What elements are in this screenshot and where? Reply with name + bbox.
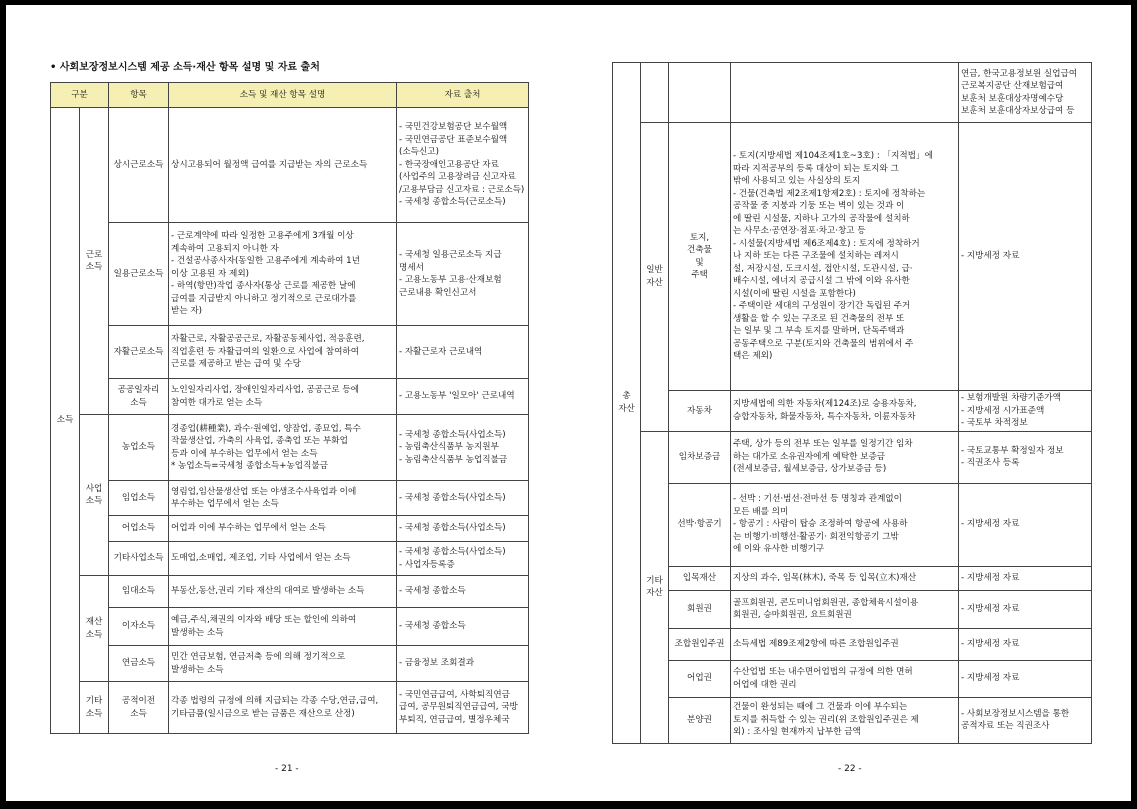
table-row-source: - 보험개발원 차량기준가액 - 지방세정 시가표준액 - 국토부 차적정보 [959,391,1092,432]
table-row-item: 농업소득 [109,415,169,481]
table-row-item: 입목재산 [669,566,731,590]
table-row-item: 연금소득 [109,646,169,682]
table-row-item: 회원권 [669,590,731,628]
table-row-item: 상시근로소득 [109,108,169,223]
page-number-left: - 21 - [275,764,299,774]
header-description: 소득 및 재산 항목 설명 [169,83,397,108]
table-row-desc: 예금,주식,채권의 이자와 배당 또는 할인에 의하여 발생하는 소득 [169,608,397,646]
table-row-desc: 각종 법령의 규정에 의해 지급되는 각종 수당,연금,급여, 기타금품(일시금으로 받는 금품은 재산으로 산정) [169,682,397,734]
general-assets-group: 일반 자산 [641,123,669,432]
table-row-item: 자동차 [669,391,731,432]
page-number-right: - 22 - [838,764,862,774]
table-row-desc: 노인일자리사업, 장애인일자리사업, 공공근로 등에 참여한 대가로 얻는 소득 [169,379,397,415]
table-row-item: 공적이전 소득 [109,682,169,734]
table-row-item: 자활근로소득 [109,326,169,379]
income-group: 소득 [51,108,80,734]
table-row-item: 임업소득 [109,481,169,516]
table-row-source: - 지방세정 자료 [959,590,1092,628]
table-row-desc: 소득세법 제89조제2항에 따른 조합원입주권 [731,628,959,660]
table-row-source: - 국토교통부 확정일자 정보 - 직권조사 등록 [959,431,1092,483]
table-row-item: 임대소득 [109,576,169,608]
income-table [50,82,529,734]
table-row-source: - 국세청 종합소득(사업소득) - 사업자등록증 [397,542,529,576]
table-row-source: - 지방세정 자료 [959,123,1092,391]
table-row-item: 일용근로소득 [109,223,169,326]
table-row-desc: 지상의 과수, 임목(林木), 죽목 등 입목(立木)재산 [731,566,959,590]
table-row-source: - 지방세정 자료 [959,660,1092,697]
table-row-desc: 상시고용되어 월정액 급여를 지급받는 자의 근로소득 [169,108,397,223]
table-row-source: - 국세청 종합소득 [397,608,529,646]
table-row-item: 공공일자리 소득 [109,379,169,415]
property-income-group: 재산 소득 [80,576,109,682]
table-row-source: - 국세청 종합소득(사업소득) - 농림축산식품부 농지원부 - 농림축산식품부 농업직불금 [397,415,529,481]
table-row-desc: - 근로계약에 따라 일정한 고용주에게 3개월 이상 계속하여 고용되지 아니한 자 - 건설공사종사자(동일한 고용주에게 계속하여 1년 이상 고용된 자 제외) - 하역(항만)작업 종사자(통상 근로를 제공한 날에 급여를 지급받지 아니하고 정기적으로 근로대가를 받는 자) [169,223,397,326]
page-title: • 사회보장정보시스템 제공 소득·재산 항목 설명 및 자료 출처 [50,62,320,73]
total-assets-group: 총 자산 [613,63,641,744]
table-row-source: - 국민건강보험공단 보수월액 - 국민연금공단 표준보수월액 (소득신고) - 한국장애인고용공단 자료 (사업주의 고용장려금 신고자료 /고용부담금 신고자료 : 근로소득) - 국세청 종합소득(근로소득) [397,108,529,223]
table-row-desc: 어업과 이에 부수하는 업무에서 얻는 소득 [169,516,397,542]
table-row-source: - 금융정보 조회결과 [397,646,529,682]
table-row-desc: 주택, 상가 등의 전부 또는 일부를 일정기간 임차 하는 대가로 소유권자에게 예탁한 보증금 (전세보증금, 월세보증금, 상가보증금 등) [731,431,959,483]
table-row-desc: 부동산,동산,권리 기타 재산의 대여로 발생하는 소득 [169,576,397,608]
table-row-source: - 자활근로자 근로내역 [397,326,529,379]
table-row-source: - 지방세정 자료 [959,628,1092,660]
table-row-item: 조합원입주권 [669,628,731,660]
table-row-item: 이자소득 [109,608,169,646]
table-row-source: - 지방세정 자료 [959,483,1092,566]
table-row-source: - 국세청 일용근로소득 지급 명세서 - 고용노동부 고용·산재보험 근로내용 확인신고서 [397,223,529,326]
table-row-item: 임차보증금 [669,431,731,483]
table-row-source: - 국세청 종합소득(사업소득) [397,516,529,542]
table-row-desc: - 선박 : 기선·범선·전마선 등 명칭과 관계없이 모든 배를 의미 - 항공기 : 사람이 탑승 조정하여 항공에 사용하 는 비행기·비행선·활공기· 회전익항공기 그밖 에 이와 유사한 비행기구 [731,483,959,566]
table-row-desc: 경종업(耕種業), 과수·원예업, 양잠업, 종묘업, 특수 작물생산업, 가축의 사육업, 종축업 또는 부화업 등과 이에 부수하는 업무에서 얻는 소득 * 농업소득=국세청 종합소득+농업직불금 [169,415,397,481]
table-row-desc: 도매업,소매업, 제조업, 기타 사업에서 얻는 소득 [169,542,397,576]
table-row-item: 선박·항공기 [669,483,731,566]
table-row-desc: 수산업법 또는 내수면어업법의 규정에 의한 면허 어업에 대한 권리 [731,660,959,697]
other-assets-group: 기타 자산 [641,431,669,743]
table-row-item: 어업소득 [109,516,169,542]
table-row-source: - 국민연금급여, 사학퇴직연금 급여, 공무원퇴직연금급여, 국방 부퇴직, 연금급여, 별정우체국 [397,682,529,734]
table-row-item: 어업권 [669,660,731,697]
table-row-desc: 영림업,임산물생산업 또는 야생조수사육업과 이에 부수하는 업무에서 얻는 소득 [169,481,397,516]
header-source: 자료 출처 [397,83,529,108]
table-row-item: 토지, 건축물 및 주택 [669,123,731,391]
earned-income-group: 근로 소득 [80,108,109,415]
table-row-source: - 고용노동부 '일모아' 근로내역 [397,379,529,415]
table-row-item: 분양권 [669,697,731,743]
table-row-source: - 국세청 종합소득(사업소득) [397,481,529,516]
property-table [612,62,1092,744]
table-row-desc: 건물이 완성되는 때에 그 건물과 이에 부수되는 토지를 취득할 수 있는 권리(위 조합원입주권은 제 외) : 조사일 현재까지 납부한 금액 [731,697,959,743]
header-item: 항목 [109,83,169,108]
other-income-group: 기타 소득 [80,682,109,734]
table-row-desc: 지방세법에 의한 자동차(제124조)로 승용자동차, 승합자동차, 화물자동차, 특수자동차, 이륜자동차 [731,391,959,432]
header-category: 구분 [51,83,109,108]
table-row-desc: - 토지(지방세법 제104조제1호~3호) : 「지적법」에 따라 지적공부의 등록 대상이 되는 토지와 그 밖에 사용되고 있는 사실상의 토지 - 건물(건축법 제2조제1항제2호) : 토지에 정착하는 공작물 중 지붕과 기둥 또는 벽이 있는 것과 이 에 딸린 시설물, 지하나 고가의 공작물에 설치하 는 사무소·공연장·점포·차고·창고 등 - 시설물(지방세법 제6조제4호) : 토지에 정착하거 나 지하 또는 다른 구조물에 설치하는 레저시 설, 저장시설, 도크시설, 접안시설, 도관시설, 급· 배수시설, 에너지 공급시설 그 밖에 이와 유사한 시설(이에 딸린 시설을 포함한다) - 주택이란 세대의 구성원이 장기간 독립된 주거 생활을 할 수 있는 구조로 된 건축물의 전부 또 는 일부 및 그 부속 토지를 말하며, 단독주택과 공동주택으로 구분(토지와 건축물의 범위에서 주 택은 제외) [731,123,959,391]
table-row-source: - 사회보장정보시스템을 통한 공적자료 또는 직권조사 [959,697,1092,743]
table-row-item: 기타사업소득 [109,542,169,576]
business-income-group: 사업 소득 [80,415,109,576]
table-row-source: - 국세청 종합소득 [397,576,529,608]
table-row-desc: 골프회원권, 콘도미니엄회원권, 종합체육시설이용 회원권, 승마회원권, 요트회원권 [731,590,959,628]
table-row-desc: 자활근로, 자활공공근로, 자활공동체사업, 적응훈련, 직업훈련 등 자활급여의 일환으로 사업에 참여하여 근로를 제공하고 받는 급여 및 수당 [169,326,397,379]
table-row-source: - 지방세정 자료 [959,566,1092,590]
table-row-desc: 민간 연금보험, 연금저축 등에 의해 정기적으로 발생하는 소득 [169,646,397,682]
table-row-source: 연금, 한국고용정보원 실업급여 근로복지공단 산재보험급여 보훈처 보훈대상자명예수당 보훈처 보훈대상자보상급여 등 [959,63,1092,123]
